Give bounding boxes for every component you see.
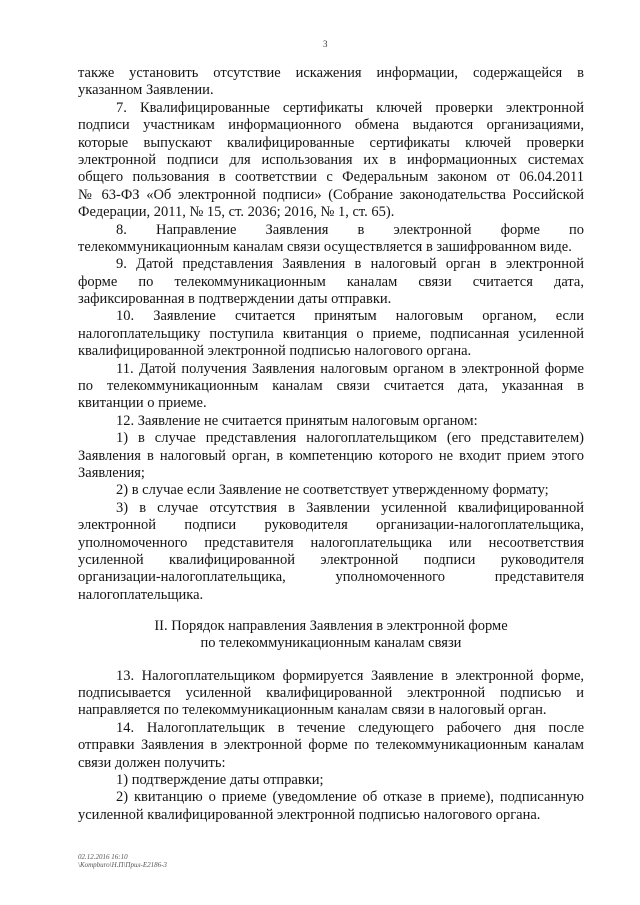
paragraph-11 — [78, 361, 584, 413]
text-line: направляется по телекоммуникационным каналам связи в налоговый орган. — [78, 702, 547, 719]
paragraph-10 — [78, 308, 584, 360]
text-line: усиленной квалифицированной электронной подписью налогового органа. — [78, 806, 541, 823]
text-line: налогоплательщику поступила квитанция о приеме, подписанная усиленной — [78, 325, 584, 342]
paragraph-12 — [78, 413, 584, 430]
page-number: 3 — [323, 39, 328, 49]
text-line: форме по телекоммуникационным каналам связи считается дата, — [78, 273, 584, 290]
text-line: также установить отсутствие искажения информации, содержащейся в — [78, 65, 584, 81]
text-line: 14. Налогоплательщик в течение следующего рабочего дня после — [116, 719, 584, 736]
text-line: зафиксированная в подтверждении даты отправки. — [78, 291, 392, 308]
text-line: 1) в случае представления налогоплательщиком (его представителем) — [116, 430, 584, 447]
text-line: 11. Датой получения Заявления налоговым органом в электронной форме — [116, 360, 584, 377]
list-item-3 — [78, 500, 584, 604]
paragraph-7 — [78, 100, 584, 222]
text-line: 8. Направление Заявления в электронной форме по — [116, 221, 584, 238]
document-body — [78, 65, 584, 824]
text-line: 7. Квалифицированные сертификаты ключей проверки электронной — [116, 99, 584, 116]
footer-timestamp: 02.12.2016 16:10 — [78, 853, 128, 861]
text-line: усиленной квалифицированной электронной подписи руководителя — [78, 551, 584, 568]
text-line: электронной подписи для использования их в информационных системах — [78, 151, 584, 168]
text-line: организации-налогоплательщика, уполномоченного представителя — [78, 569, 584, 586]
paragraph-14 — [78, 720, 584, 772]
text-line: подписывается усиленной квалифицированной электронной подписью и — [78, 685, 584, 702]
text-line: 13. Налогоплательщиком формируется Заявление в электронной форме, — [116, 667, 584, 684]
text-line: Заявления в налоговый орган, в компетенцию которого не входит прием этого — [78, 447, 584, 464]
text-line: которые выпускают квалифицированные сертификаты ключей проверки — [78, 134, 584, 151]
text-line: по телекоммуникационным каналам связи считается дата, указанная в — [78, 378, 584, 395]
text-line: связи должен получить: — [78, 754, 226, 771]
text-line: 10. Заявление считается принятым налоговым органом, если — [116, 308, 584, 325]
list-item-2 — [78, 789, 584, 824]
text-line: 3) в случае отсутствия в Заявлении усиленной квалифицированной — [116, 499, 584, 516]
document-footer — [78, 853, 167, 869]
text-line: 2) в случае если Заявление не соответствует утвержденному формату; — [116, 482, 549, 499]
section-heading — [78, 618, 584, 653]
text-line: подписи участникам информационного обмена выдаются организациями, — [78, 117, 584, 134]
text-line: квалифицированной электронной подписью налогового органа. — [78, 343, 472, 360]
text-line: общего пользования в соответствии с Федеральным законом от 06.04.2011 — [78, 169, 584, 186]
text-line: 1) подтверждение даты отправки; — [116, 772, 324, 789]
text-line: указанном Заявлении. — [78, 82, 214, 99]
text-line: 12. Заявление не считается принятым налоговым органом: — [116, 412, 478, 429]
text-line: отправки Заявления в электронной форме по телекоммуникационным каналам — [78, 737, 584, 754]
text-line: 2) квитанцию о приеме (уведомление об отказе в приеме), подписанную — [116, 789, 584, 806]
heading-line: по телекоммуникационным каналам связи — [200, 635, 462, 652]
paragraph-9 — [78, 256, 584, 308]
text-line: 9. Датой представления Заявления в налоговый орган в электронной — [116, 256, 584, 273]
text-line: квитанции о приеме. — [78, 395, 207, 412]
text-line: Федерации, 2011, № 15, ст. 2036; 2016, № 1, ст. 65). — [78, 204, 395, 221]
text-line: уполномоченного представителя налогоплательщика или несоответствия — [78, 534, 584, 551]
heading-line: II. Порядок направления Заявления в электронной форме — [154, 617, 508, 634]
text-line: электронной подписи руководителя организации-налогоплательщика, — [78, 517, 584, 534]
paragraph-continuation — [78, 65, 584, 100]
text-line: Заявления; — [78, 464, 145, 481]
paragraph-13 — [78, 668, 584, 720]
footer-file-path: \Kompburo\Н.П\Прил-Е2186-3 — [78, 861, 167, 869]
paragraph-8 — [78, 222, 584, 257]
text-line: № 63-ФЗ «Об электронной подписи» (Собрание законодательства Российской — [78, 186, 584, 203]
text-line: налогоплательщика. — [78, 586, 204, 603]
list-item-1 — [78, 430, 584, 482]
list-item-2 — [78, 482, 584, 499]
text-line: телекоммуникационным каналам связи осуществляется в зашифрованном виде. — [78, 238, 572, 255]
list-item-1 — [78, 772, 584, 789]
